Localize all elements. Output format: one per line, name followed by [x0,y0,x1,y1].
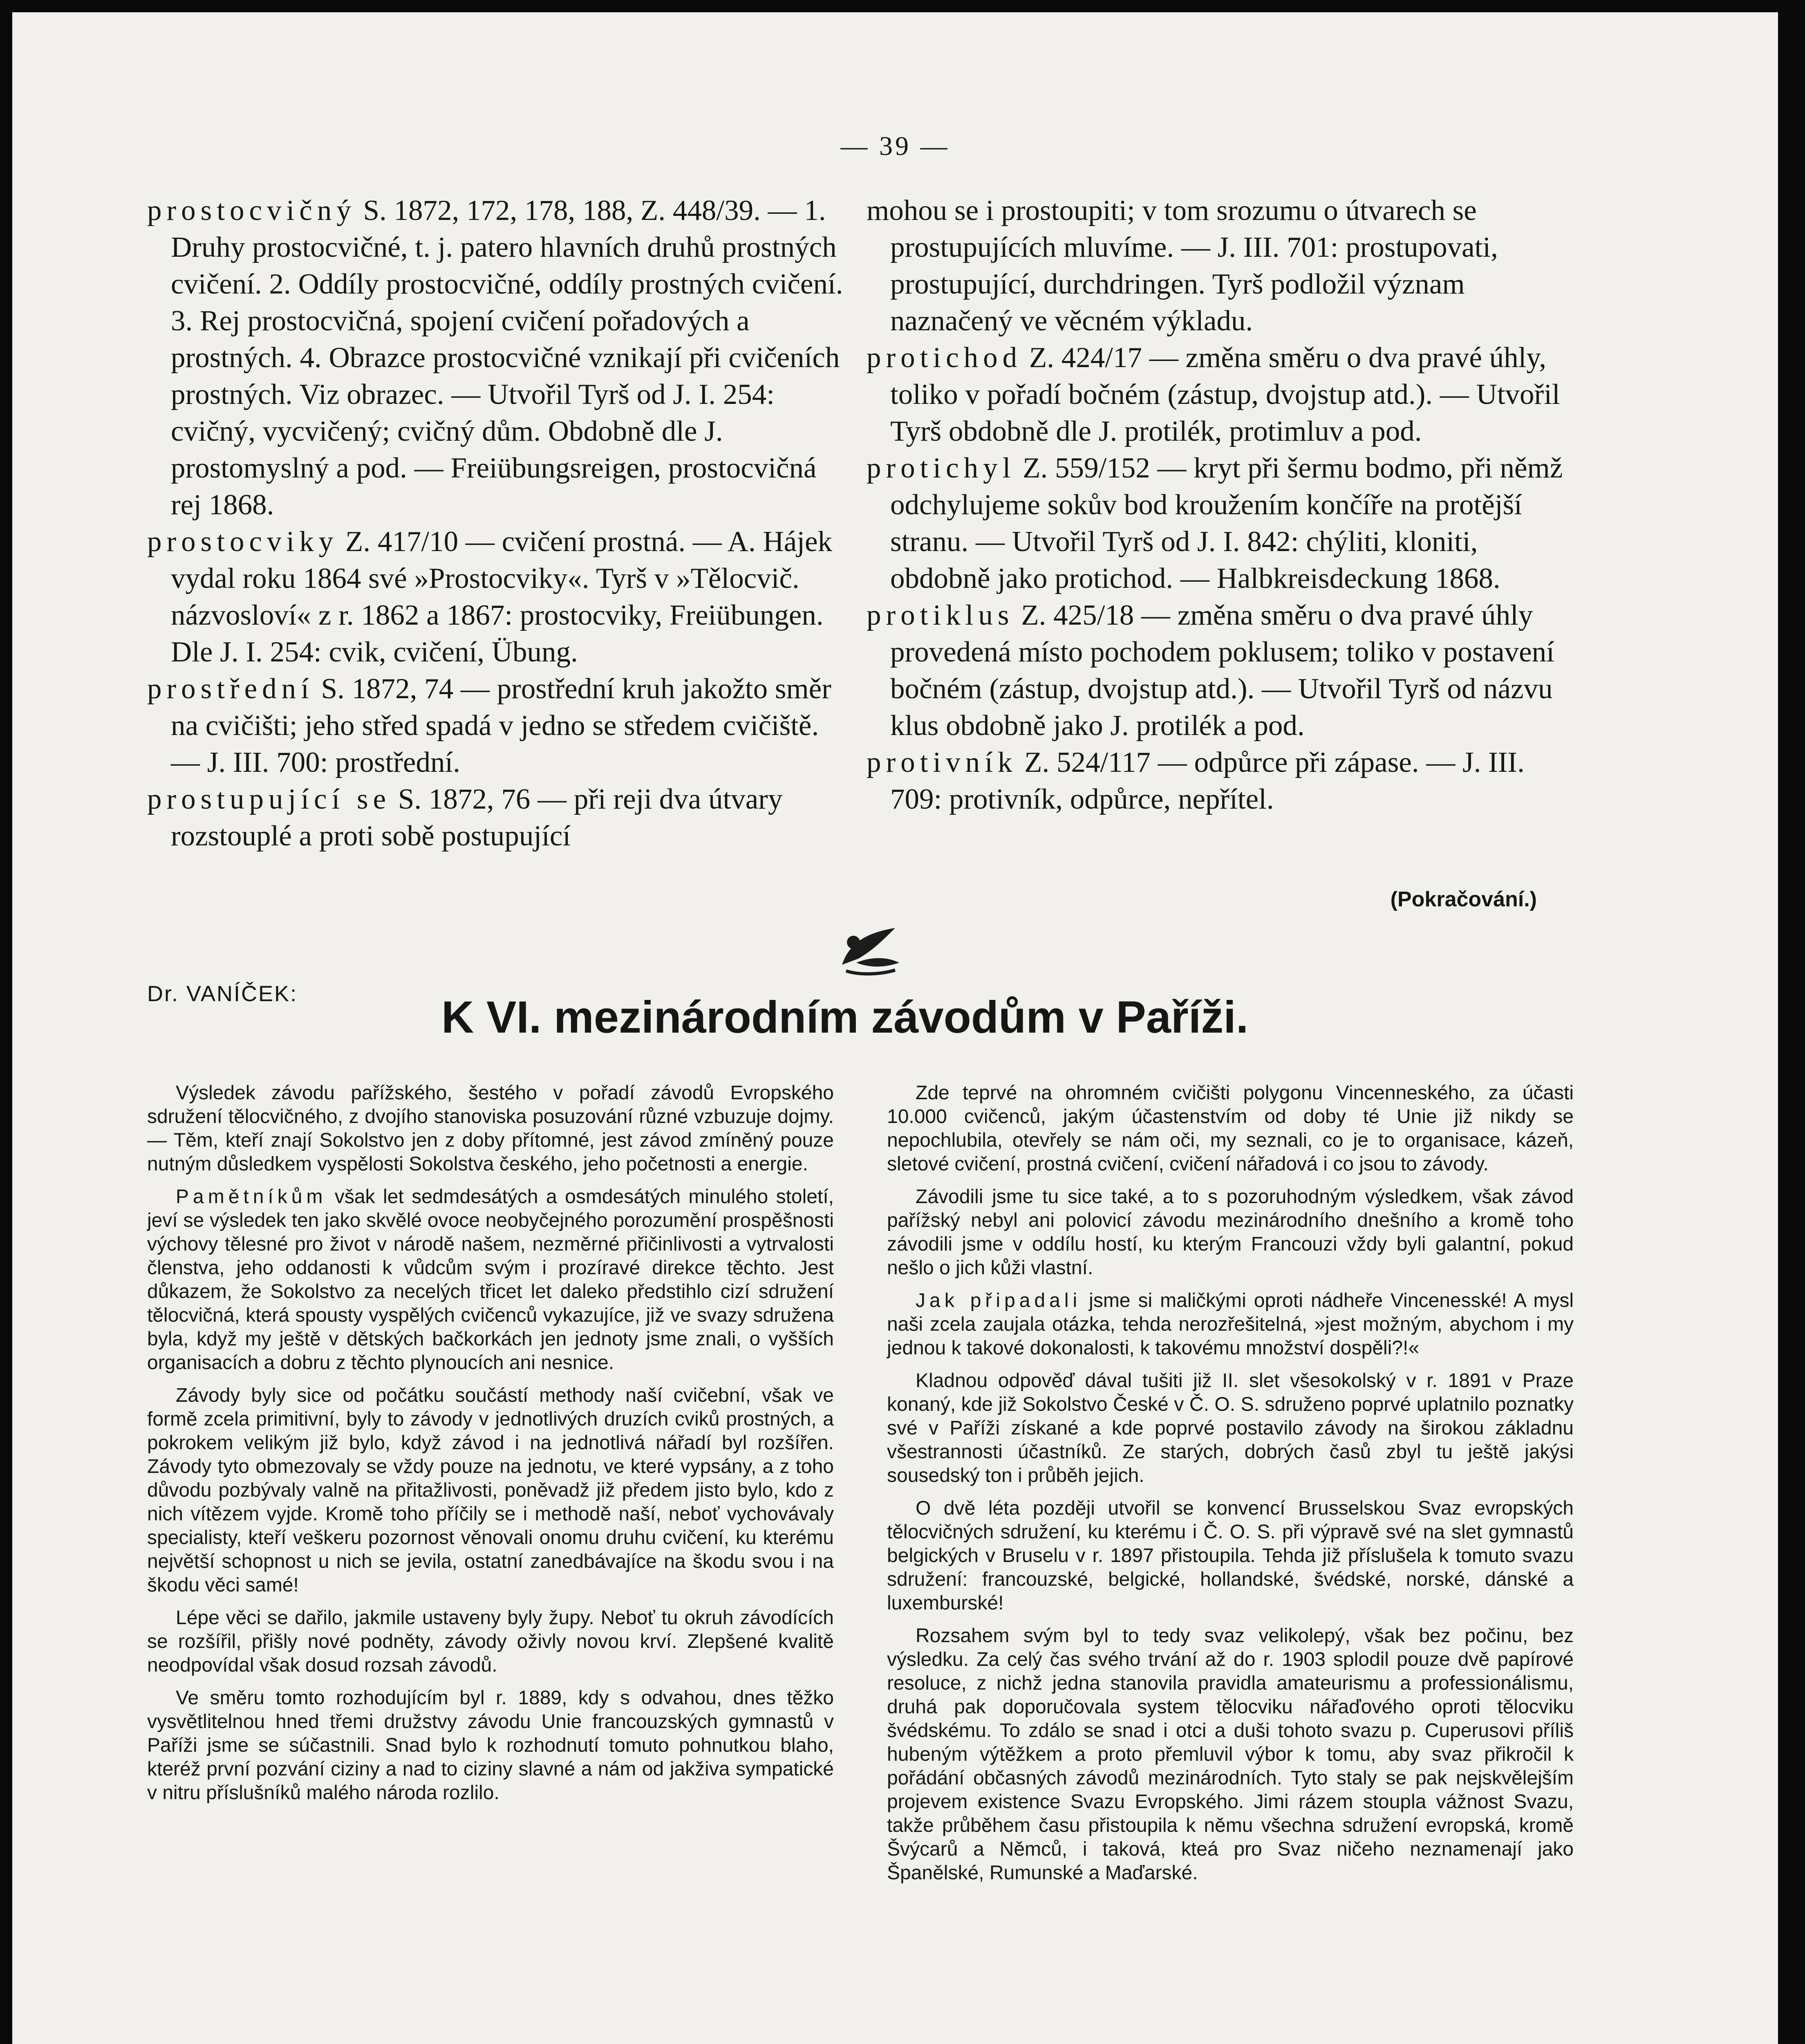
entry-text: S. 1872, 76 — při reji dva útvary rozstouplé a proti sobě postupující [171,783,783,852]
article-paragraph [147,1384,834,1597]
article-paragraph [147,1606,834,1677]
paragraph-text: Výsledek závodu pařížského, šestého v pořadí závodů Evropského sdružení tělocvičného, z dvojího stanoviska posuzování různé vzbuzuje dojmy. — Těm, kteří znají Sokolstvo jen z doby přítomné, jest závod zmíněný pouze nutným důsledkem vyspělosti Sokolstva českého, jeho početnosti a energie. [147,1082,834,1175]
article-paragraph [887,1497,1574,1615]
paragraph-lead: Jak připadali [916,1290,1082,1311]
dictionary-entry [867,597,1570,744]
paragraph-lead: Pamětníkům [176,1186,327,1208]
paragraph-text: Kladnou odpověď dával tušiti již II. slet všesokolský v r. 1891 v Praze konaný, kde již Sokolstvo České v Č. O. S. sdruženo poprvé uplatnilo poznatky své v Paříži získané a kde poprvé postavilo závody na širokou základnu všestrannosti účastníků. Ze starých, dobrých časů zbyl tu ještě jakýsi sousedský ton i průběh jejich. [887,1370,1574,1486]
entry-text: S. 1872, 74 — prostřední kruh jakožto směr na cvičišti; jeho střed spadá v jedno se středem cvičiště. — J. III. 700: prostřední. [171,673,831,778]
paragraph-text: Závodili jsme tu sice také, a to s pozoruhodným výsledkem, však závod pařížský nebyl ani polovicí závodu mezinárodního dnešního a kromě toho závodili jsme v oddílu hostí, ku kterým Francouzi vždy byli galantní, pokud nešlo o jich kůži vlastní. [887,1186,1574,1279]
paragraph-text: Rozsahem svým byl to tedy svaz velikolepý, však bez počinu, bez výsledku. Za celý čas svého trvání až do r. 1903 splodil pouze dvě papírové resoluce, z nichž jedna stanovila pravidla amateurismu a professionálismu, druhá pak doporučovala system tělocviku nářaďového oproti tělocviku švédskému. To zdálo se snad i otci a duši tohoto svazu p. Cuperusovi příliš hubeným výtěžkem a proto přemluvil výbor k tomu, aby svaz přikročil k pořádání občasných závodů mezinárodních. Tyto staly se pak nejskvělejším projevem existence Svazu Evropského. Jimi rázem stoupla vážnost Svazu, takže průběhem času přistoupila k němu všechna sdružení evropská, kromě Švýcarů a Němců, i taková, kteá pro Svaz ničeho neznamenají jako Španělské, Rumunské a Maďarské. [887,1625,1574,1884]
article-title: K VI. mezinárodním závodům v Paříži. [441,992,1249,1042]
article-paragraph [147,1081,834,1176]
dictionary-column-left [147,192,850,854]
ornament-icon [834,918,907,979]
article-column-left [147,1081,834,1814]
paragraph-text: jsme si maličkými oproti nádheře Vincenesské! A mysl naši zcela zaujala otázka, tehda nerozřešitelná, »jest možným, abychom i my jednou k takové dokonalosti, k takovému množství dospěli?!« [887,1290,1574,1359]
dictionary-entry [147,781,850,854]
article-paragraph [887,1185,1574,1280]
article-paragraph [887,1081,1574,1176]
entry-text: S. 1872, 172, 178, 188, Z. 448/39. — 1. Druhy prostocvičné, t. j. patero hlavních druhů prostných cvičení. 2. Oddíly prostocvičné, oddíly prostných cvičení. 3. Rej prostocvičná, spojení cvičení pořadových a prostných. 4. Obrazce prostocvičné vznikají při cvičeních prostných. Viz obrazec. — Utvořil Tyrš od J. I. 254: cvičný, vycvičený; cvičný dům. Obdobně dle J. prostomyslný a pod. — Freiübungsreigen, prostocvičná rej 1868. [171,195,843,521]
dictionary-entry [147,192,850,523]
page [12,12,1778,2044]
paragraph-text: Zde teprvé na ohromném cvičišti polygonu Vincenneského, za účasti 10.000 cvičenců, jakým účastenstvím od doby té Unie již nikdy se nepochlubila, otevřely se nám oči, my seznali, co je to organisace, kázeň, sletové cvičení, prostná cvičení, cvičení nářadová i co jsou to závody. [887,1082,1574,1175]
article-author: Dr. VANÍČEK: [147,982,298,1006]
dictionary-entry [147,670,850,781]
paragraph-text: O dvě léta později utvořil se konvencí Brusselskou Svaz evropských tělocvičných sdružení, ku kterému i Č. O. S. při výpravě své na slet gymnastů belgických v Bruselu v r. 1897 přistoupila. Tehda již příslušela k tomuto svazu sdružení: francouzské, belgické, hollandské, švédské, norské, dánské a luxemburské! [887,1497,1574,1614]
continued-note: (Pokračování.) [1390,888,1537,911]
entry-headword: prostupující se [147,783,391,815]
entry-text: Z. 524/117 — odpůrce při zápase. — J. III. 709: protivník, odpůrce, nepřítel. [890,746,1525,815]
entry-text: mohou se i prostoupiti; v tom srozumu o útvarech se prostupujících mluvíme. — J. III. 701: prostupovati, prostupující, durchdringen. Tyrš podložil význam naznačený ve věcném výkladu. [867,195,1498,337]
entry-text: Z. 424/17 — změna směru o dva pravé úhly, toliko v pořadí bočném (zástup, dvojstup atd.). — Utvořil Tyrš obdobně dle J. protilék, protimluv a pod. [890,342,1560,447]
dictionary-entry [147,523,850,670]
article-paragraph [887,1369,1574,1488]
paragraph-text: Lépe věci se dařilo, jakmile ustaveny byly župy. Neboť tu okruh závodících se rozšířil, přišly nové podněty, závody oživly novou krví. Zlepšené kvalitě neodpovídal však dosud rozsah závodů. [147,1607,834,1676]
dictionary-column-right [867,192,1570,818]
article-paragraph [887,1289,1574,1360]
entry-headword: protivník [867,746,1017,778]
article-paragraph [147,1185,834,1375]
article-column-right [887,1081,1574,1894]
paragraph-text: však let sedmdesátých a osmdesátých minulého století, jeví se výsledek ten jako skvělé ovoce neobyčejného porozumění prospěšnosti výchovy tělesné pro život v národě našem, nezměrné přičinlivosti a vytrvalosti členstva, jeho oddanosti k vůdcům svým i prozíravé direkce těchto. Jest důkazem, že Sokolstvo za necelých třicet let daleko předstihlo cizí sdružení tělocvičná, která spousty vyspělých cvičenců vykazujíce, již ve svazy sdružena byla, když my ještě v dětských bačkorkách jen jednoty jsme znali, o vyšších organisacích a dobru z těchto plynoucích ani nesnice. [147,1186,834,1374]
paragraph-text: Závody byly sice od počátku součástí methody naší cvičební, však ve formě zcela primitivní, byly to závody v jednotlivých druzích cviků prostných, a pokrokem velikým již bylo, když závod i na jednotlivá nářadí byl rozšířen. Závody tyto obmezovaly se vždy pouze na jednotu, ve které vypsány, a z toho důvodu pozbývaly valně na přitažlivosti, poněvadž již předem jisto bylo, kdo z nich vítězem vyjde. Kromě toho příčily se i methodě naší, neboť vychovávaly specialisty, kteří veškeru pozornost věnovali onomu druhu cvičení, ku kterému největší schopnost u nich se jevila, ostatní zanedbávajíce na škodu svou i na škodu věci samé! [147,1385,834,1596]
dictionary-entry [867,339,1570,450]
entry-headword: protichyl [867,452,1016,484]
entry-headword: prostřední [147,673,314,705]
entry-headword: prostocviky [147,526,338,558]
dictionary-entry [867,450,1570,597]
paragraph-text: Ve směru tomto rozhodujícím byl r. 1889, kdy s odvahou, dnes těžko vysvětlitelnou hned třemi družstvy závodu Unie francouzských gymnastů v Paříži jsme se súčastnili. Snad bylo k rozhodnutí tomuto pohnutkou blaho, kteréž první pozvání ciziny a nad to ciziny slavné a nám od jakživa sympatické v nitru příslušníků malého národa rozlilo. [147,1687,834,1804]
page-number: — 39 — [840,131,950,161]
entry-text: Z. 559/152 — kryt při šermu bodmo, při němž odchylujeme sokův bod kroužením končíře na protější stranu. — Utvořil Tyrš od J. I. 842: chýliti, kloniti, obdobně jako protichod. — Halbkreisdeckung 1868. [890,452,1563,594]
entry-text: Z. 425/18 — změna směru o dva pravé úhly provedená místo pochodem poklusem; toliko v postavení bočném (zástup, dvojstup atd.). — Utvořil Tyrš od názvu klus obdobně jako J. protilék a pod. [890,599,1554,742]
entry-text: Z. 417/10 — cvičení prostná. — A. Hájek vydal roku 1864 své »Prostocviky«. Tyrš v »Tělocvič. názvosloví« z r. 1862 a 1867: prostocviky, Freiübungen. Dle J. I. 254: cvik, cvičení, Übung. [171,526,832,668]
dictionary-entry-continued [867,192,1570,339]
entry-headword: protichod [867,342,1022,374]
entry-headword: prostocvičný [147,195,356,226]
entry-headword: protiklus [867,599,1014,631]
article-paragraph [887,1624,1574,1885]
article-paragraph [147,1686,834,1805]
dictionary-entry [867,744,1570,818]
